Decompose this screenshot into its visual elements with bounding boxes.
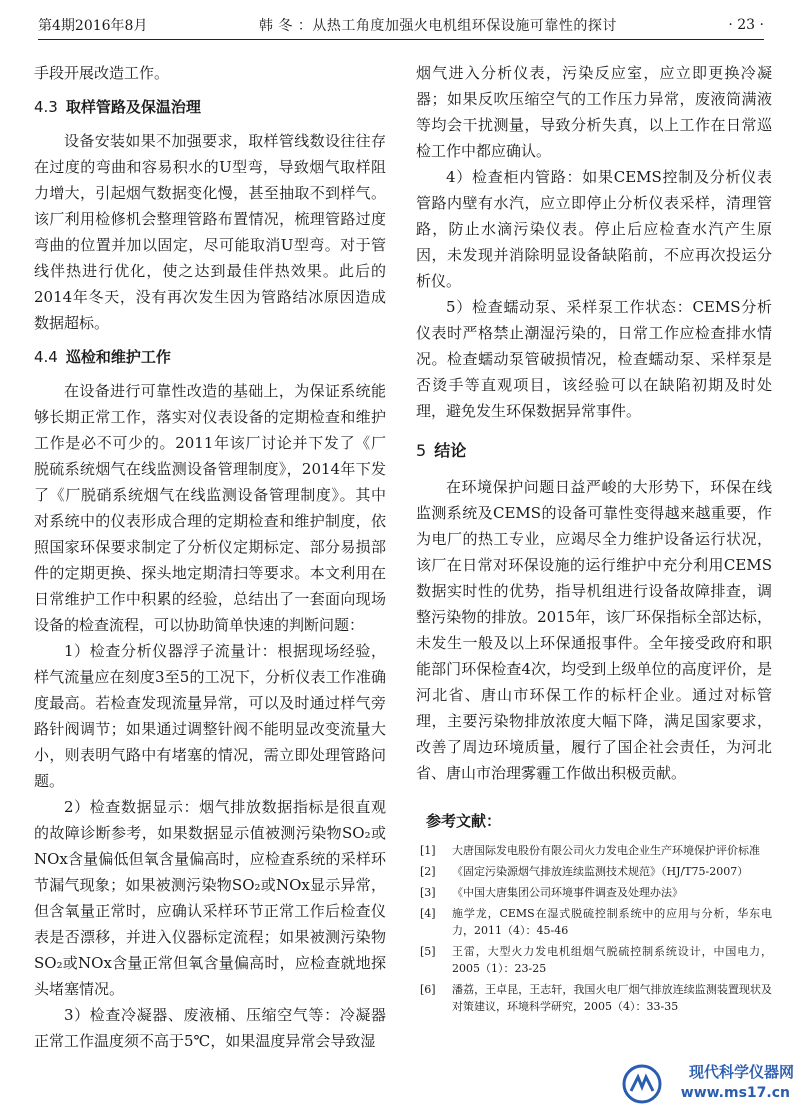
reference-item — [416, 981, 772, 1015]
section-title: 取样管路及保温治理 — [65, 98, 201, 116]
item-2-data-display: 2）检查数据显示：烟气排放数据指标是很直观的故障诊断参考，如果数据显示值被测污染物SO₂或NOx含量偏低但氧含量偏高时，应检查系统的采样环节漏气现象；如果被测污染物SO₂或NOx显示异常，但含氧量正常时，应确认采样环节正常工作后检查仪表是否漂移，并进入仪器标定流程；如果被测污染物SO₂或NOx含量正常但氧含量偏高时，应检查就地探头堵塞情况。 — [34, 798, 386, 998]
left-column — [34, 60, 386, 1054]
ms17-logo-icon — [621, 1063, 663, 1105]
references-list — [416, 842, 772, 1015]
reference-item — [416, 905, 772, 939]
section-number: 4.4 — [34, 348, 58, 366]
item-3-condenser: 3）检查冷凝器、废液桶、压缩空气等：冷凝器正常工作温度须不高于5℃，如果温度异常会导致湿 — [34, 1006, 386, 1050]
paragraph-4-3: 设备安装如果不加强要求，取样管线数设往往存在过度的弯曲和容易积水的U型弯，导致烟气取样阻力增大，引起烟气数据变化慢，甚至抽取不到样气。该厂利用检修机会整理管路布置情况，梳理管路过度弯曲的位置并加以固定，尽可能取消U型弯。对于管线伴热进行优化，使之达到最佳伴热效果。此后的2014年冬天，没有再次发生因为管路结冰原因造成数据超标。 — [34, 132, 386, 332]
header-rule — [38, 39, 764, 40]
section-title: 巡检和维护工作 — [65, 348, 171, 366]
section-5-heading — [416, 438, 772, 464]
item-1-float-flowmeter: 1）检查分析仪器浮子流量计：根据现场经验，样气流量应在刻度3至5的工况下，分析仪表工作准确度最高。若检查发现流量异常，可以及时通过样气旁路针阀调节；如果通过调整针阀不能明显改变流量大小，则表明气路中有堵塞的情况，需立即处理管路问题。 — [34, 642, 386, 790]
section-number: 5 — [416, 441, 427, 460]
right-column — [416, 60, 772, 1019]
paragraph-continued: 手段开展改造工作。 — [34, 64, 170, 82]
reference-text: 潘荔，王卓昆，王志轩，我国火电厂烟气排放连续监测装置现状及对策建议，环境科学研究，2005（4）：33-35 — [452, 983, 772, 1013]
issue-date: 第4期2016年8月 — [38, 18, 148, 34]
reference-item — [416, 943, 772, 977]
reference-number: [1] — [420, 844, 436, 857]
section-4-4-heading — [34, 344, 386, 370]
reference-item — [416, 842, 772, 859]
item-3-continued: 烟气进入分析仪表，污染反应室，应立即更换冷凝器；如果反吹压缩空气的工作压力异常，废液筒满液等均会干扰测量，导致分析失真，以上工作在日常巡检工作中都应确认。 — [416, 64, 772, 160]
item-4-cabinet-pipes: 4）检查柜内管路：如果CEMS控制及分析仪表管路内壁有水汽，应立即停止分析仪表采样，清理管路，防止水滴污染仪表。停止后应检查水汽产生原因，未发现并消除明显设备缺陷前，不应再次投运分析仪。 — [416, 168, 772, 290]
section-number: 4.3 — [34, 98, 58, 116]
watermark-title: 现代科学仪器网 — [688, 1063, 794, 1081]
running-title: 韩 冬 ：从热工角度加强火电机组环保设施可靠性的探讨 — [258, 18, 617, 34]
section-4-3-heading — [34, 94, 386, 120]
section-title: 结论 — [434, 441, 467, 460]
reference-text: 大唐国际发电股份有限公司火力发电企业生产环境保护评价标准 — [452, 844, 760, 857]
page-number: · 23 · — [728, 17, 764, 33]
reference-number: [6] — [420, 983, 436, 996]
reference-text: 《中国大唐集团公司环境事件调查及处理办法》 — [452, 886, 683, 899]
reference-text: 《固定污染源烟气排放连续监测技术规范》（HJ/T75-2007） — [452, 865, 749, 878]
reference-text: 王雷，大型火力发电机组烟气脱硫控制系统设计，中国电力，2005（1）：23-25 — [452, 945, 772, 975]
reference-number: [5] — [420, 945, 436, 958]
reference-number: [4] — [420, 907, 436, 920]
reference-number: [2] — [420, 865, 436, 878]
references-heading: 参考文献： — [426, 812, 502, 830]
reference-number: [3] — [420, 886, 436, 899]
conclusion-paragraph: 在环境保护问题日益严峻的大形势下，环保在线监测系统及CEMS的设备可靠性变得越来越重要，作为电厂的热工专业，应竭尽全力维护设备运行状况，该厂在日常对环保设施的运行维护中充分利用CEMS数据实时性的优势，指导机组进行设备故障排查，调整污染物的排放。2015年，该厂环保指标全部达标，未发生一般及以上环保通报事件。全年接受政府和职能部门环保检查4次，均受到上级单位的高度评价，是河北省、唐山市环保工作的标杆企业。通过对标管理，主要污染物排放浓度大幅下降，满足国家要求，改善了周边环境质量，履行了国企社会责任，为河北省、唐山市治理雾霾工作做出积极贡献。 — [416, 478, 772, 782]
reference-item — [416, 884, 772, 901]
paragraph-4-4: 在设备进行可靠性改造的基础上，为保证系统能够长期正常工作，落实对仪表设备的定期检查和维护工作是必不可少的。2011年该厂讨论并下发了《厂脱硫系统烟气在线监测设备管理制度》，2014年下发了《厂脱硝系统烟气在线监测设备管理制度》。其中对系统中的仪表形成合理的定期检查和维护制度，依照国家环保要求制定了分析仪定期标定、部分易损部件的定期更换、探头地定期清扫等要求。本文利用在日常维护工作中积累的经验，总结出了一套面向现场设备的检查流程，可以协助简单快速的判断问题： — [34, 382, 386, 634]
item-5-pumps: 5）检查蠕动泵、采样泵工作状态：CEMS分析仪表时严格禁止潮湿污染的，日常工作应检查排水情况。检查蠕动泵管破损情况，检查蠕动泵、采样泵是否烫手等直观项目，该经验可以在缺陷初期及时处理，避免发生环保数据异常事件。 — [416, 298, 772, 420]
reference-item — [416, 863, 772, 880]
running-header — [38, 14, 764, 36]
watermark — [619, 1057, 794, 1109]
reference-text: 施学龙，CEMS在湿式脱硫控制系统中的应用与分析，华东电力，2011（4）：45-46 — [452, 907, 772, 937]
watermark-url: www.ms17.cn — [680, 1085, 790, 1101]
